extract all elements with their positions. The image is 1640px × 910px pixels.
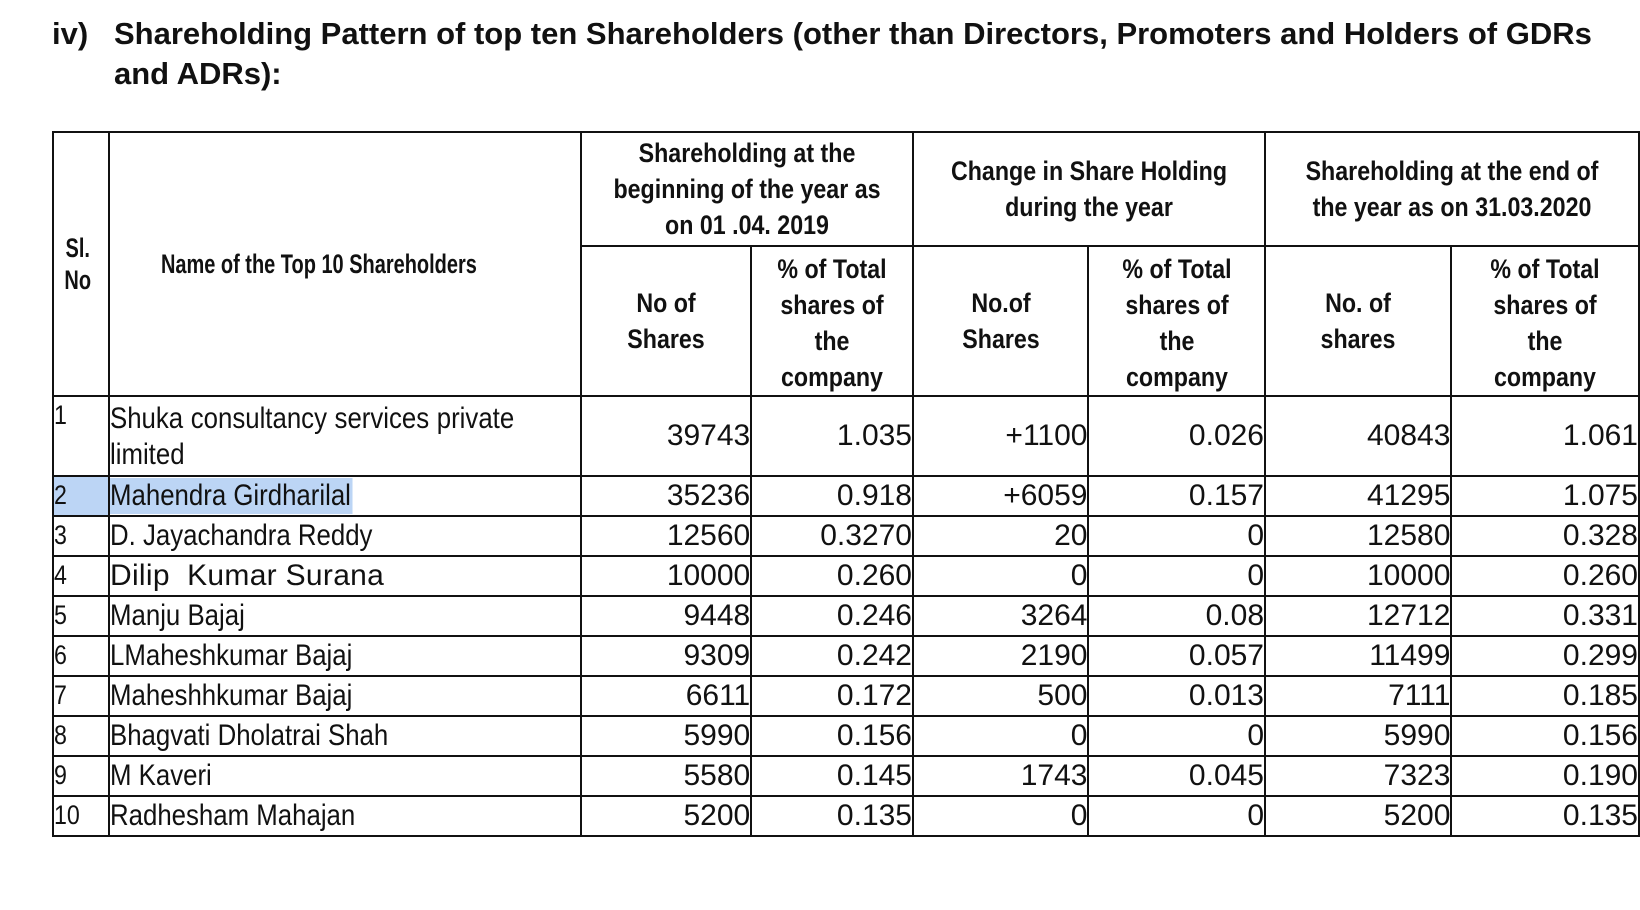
cell-change-pct: 0.045 (1088, 756, 1265, 796)
header-group-end: Shareholding at the end of the year as on 31.03.2020 (1265, 132, 1639, 246)
cell-end-no: 5200 (1265, 796, 1451, 836)
cell-end-pct: 0.260 (1451, 556, 1639, 596)
cell-change-pct: 0.057 (1088, 636, 1265, 676)
table-row (53, 676, 1639, 716)
cell-begin-pct: 0.242 (751, 636, 913, 676)
cell-begin-pct: 0.156 (751, 716, 913, 756)
header-begin-pct: % of Total shares of the company (751, 246, 913, 396)
cell-begin-pct: 0.135 (751, 796, 913, 836)
header-begin-no-of-shares: No of Shares (581, 246, 751, 396)
table-row (53, 596, 1639, 636)
cell-sl-no-selected[interactable]: 2 (53, 476, 109, 516)
cell-change-pct: 0.08 (1088, 596, 1265, 636)
cell-change-no: 20 (913, 516, 1088, 556)
cell-name: Radhesham Mahajan (109, 796, 581, 836)
cell-begin-no: 39743 (581, 396, 751, 476)
cell-change-no: 0 (913, 796, 1088, 836)
cell-begin-no: 12560 (581, 516, 751, 556)
cell-change-pct: 0 (1088, 716, 1265, 756)
shareholding-table (52, 131, 1640, 837)
cell-name: LMaheshkumar Bajaj (109, 636, 581, 676)
cell-begin-pct: 0.246 (751, 596, 913, 636)
cell-sl-no: 4 (53, 556, 109, 596)
cell-change-no: +6059 (913, 476, 1088, 516)
cell-begin-pct: 0.260 (751, 556, 913, 596)
cell-begin-no: 9448 (581, 596, 751, 636)
cell-change-pct: 0 (1088, 796, 1265, 836)
header-sl-no: Sl. No (57, 132, 105, 396)
header-name: Name of the Top 10 Shareholders (142, 132, 548, 396)
selected-text[interactable]: Mahendra Girdharilal (110, 479, 351, 512)
cell-end-no: 41295 (1265, 476, 1451, 516)
cell-sl-no: 6 (53, 636, 109, 676)
cell-name: Bhagvati Dholatrai Shah (109, 716, 581, 756)
cell-begin-pct: 0.918 (751, 476, 913, 516)
cell-name: Manju Bajaj (109, 596, 581, 636)
table-row (53, 796, 1639, 836)
cell-change-pct: 0 (1088, 556, 1265, 596)
cell-sl-no: 9 (53, 756, 109, 796)
header-change-pct: % of Total shares of the company (1088, 246, 1265, 396)
cell-end-pct: 0.328 (1451, 516, 1639, 556)
cell-begin-pct: 1.035 (751, 396, 913, 476)
cell-change-no: 0 (913, 556, 1088, 596)
cell-begin-no: 6611 (581, 676, 751, 716)
cell-end-pct: 1.061 (1451, 396, 1639, 476)
cell-sl-no: 1 (53, 396, 109, 476)
cell-end-pct: 0.299 (1451, 636, 1639, 676)
table-row (53, 476, 1639, 516)
cell-begin-no: 10000 (581, 556, 751, 596)
cell-sl-no: 10 (53, 796, 109, 836)
cell-end-no: 7111 (1265, 676, 1451, 716)
header-change-no-of-shares: No.of Shares (913, 246, 1088, 396)
cell-change-no: +1100 (913, 396, 1088, 476)
table-row (53, 716, 1639, 756)
cell-name: Maheshhkumar Bajaj (109, 676, 581, 716)
cell-sl-no: 3 (53, 516, 109, 556)
table-row (53, 636, 1639, 676)
section-title: Shareholding Pattern of top ten Shareholders (other than Directors, Promoters and Holders of GDRs and ADRs): (114, 16, 1592, 91)
cell-begin-no: 5580 (581, 756, 751, 796)
cell-end-pct: 0.156 (1451, 716, 1639, 756)
cell-name: D. Jayachandra Reddy (109, 516, 581, 556)
cell-end-no: 12712 (1265, 596, 1451, 636)
cell-begin-no: 5200 (581, 796, 751, 836)
cell-change-pct: 0 (1088, 516, 1265, 556)
cell-change-no: 1743 (913, 756, 1088, 796)
cell-name: M Kaveri (109, 756, 581, 796)
header-group-beginning: Shareholding at the beginning of the year as on 01 .04. 2019 (581, 132, 913, 246)
cell-change-no: 2190 (913, 636, 1088, 676)
cell-end-no: 10000 (1265, 556, 1451, 596)
cell-begin-pct: 0.3270 (751, 516, 913, 556)
cell-end-pct: 0.185 (1451, 676, 1639, 716)
table-row (53, 556, 1639, 596)
cell-begin-no: 5990 (581, 716, 751, 756)
cell-begin-no: 35236 (581, 476, 751, 516)
cell-end-no: 12580 (1265, 516, 1451, 556)
cell-end-pct: 0.190 (1451, 756, 1639, 796)
cell-change-no: 3264 (913, 596, 1088, 636)
cell-begin-pct: 0.145 (751, 756, 913, 796)
cell-end-pct: 0.331 (1451, 596, 1639, 636)
cell-begin-pct: 0.172 (751, 676, 913, 716)
table-row (53, 396, 1639, 476)
cell-name: Dilip Kumar Surana (109, 556, 581, 596)
cell-change-pct: 0.013 (1088, 676, 1265, 716)
header-end-no-of-shares: No. of shares (1265, 246, 1451, 396)
header-group-change: Change in Share Holding during the year (913, 132, 1265, 246)
cell-end-no: 7323 (1265, 756, 1451, 796)
cell-end-no: 11499 (1265, 636, 1451, 676)
cell-end-pct: 0.135 (1451, 796, 1639, 836)
header-end-pct: % of Total shares of the company (1451, 246, 1639, 396)
cell-change-pct: 0.157 (1088, 476, 1265, 516)
cell-sl-no: 5 (53, 596, 109, 636)
cell-sl-no: 8 (53, 716, 109, 756)
cell-change-no: 500 (913, 676, 1088, 716)
cell-change-pct: 0.026 (1088, 396, 1265, 476)
cell-end-pct: 1.075 (1451, 476, 1639, 516)
cell-sl-no: 7 (53, 676, 109, 716)
table-row (53, 756, 1639, 796)
cell-name[interactable] (109, 476, 581, 516)
section-number: iv) (52, 16, 89, 51)
cell-end-no: 5990 (1265, 716, 1451, 756)
cell-change-no: 0 (913, 716, 1088, 756)
table-row (53, 516, 1639, 556)
cell-end-no: 40843 (1265, 396, 1451, 476)
cell-begin-no: 9309 (581, 636, 751, 676)
cell-name: Shuka consultancy services private limited (109, 396, 581, 476)
